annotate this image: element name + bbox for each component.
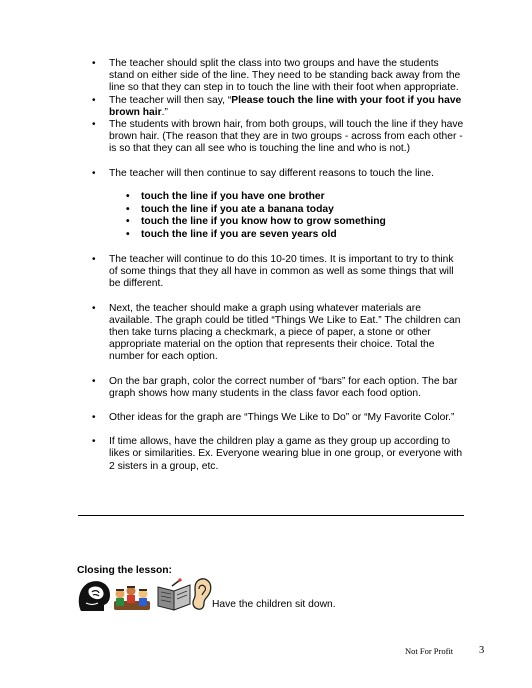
closing-icons xyxy=(76,577,212,613)
example-item: • touch the line if you ate a banana today xyxy=(126,204,464,217)
closing-instruction: Have the children sit down. xyxy=(212,599,336,610)
list-item: • If time allows, have the children play a game as they group up according to likes or similarities. Ex. Everyone wearing blue in one group, or everyone with 2 sisters in a group, etc. xyxy=(92,436,464,473)
examples-container xyxy=(92,191,464,242)
section-divider xyxy=(78,515,464,516)
example-item: • touch the line if you know how to grow something xyxy=(126,216,464,229)
example-item: • touch the line if you are seven years old xyxy=(126,229,464,242)
list-item: • The teacher will continue to do this 10-20 times. It is important to try to think of some things that they all have in common as well as some things that will be different. xyxy=(92,254,464,291)
open-book-icon xyxy=(158,578,190,610)
list-item: • The students with brown hair, from both groups, will touch the line if they have brown hair. (The reason that they are in two groups - across from each other - is so that they can all see who is touching the line and who is not.) xyxy=(92,119,464,156)
examples-list xyxy=(92,191,464,242)
list-item: • Other ideas for the graph are “Things We Like to Do” or “My Favorite Color.” xyxy=(92,412,464,424)
list-item: • On the bar graph, color the correct number of “bars” for each option. The bar graph shows how many students in the class favor each food option. xyxy=(92,376,464,400)
list-item: • The teacher should split the class into two groups and have the students stand on either side of the line. They need to be standing back away from the line so that they can step in to touch the line with their foot when appropriate. xyxy=(92,58,464,95)
list-item: • Next, the teacher should make a graph using whatever materials are available. The graph could be titled “Things We Like to Eat.” The children can then take turns placing a checkmark, a piece of paper, a stone or other appropriate material on the option that represents their choice. Total the number for each option. xyxy=(92,303,464,364)
closing-heading: Closing the lesson: xyxy=(77,565,172,576)
item-text-bold: Please touch the line with your foot if you have brown hair xyxy=(109,94,462,118)
lesson-steps-list xyxy=(92,58,464,473)
example-item: • touch the line if you have one brother xyxy=(126,191,464,204)
page-number: 3 xyxy=(479,645,485,656)
thinking-head-icon xyxy=(79,581,110,611)
children-group-icon xyxy=(114,587,150,611)
footer-note: Not For Profit xyxy=(405,646,454,656)
list-item xyxy=(92,95,464,119)
list-item: • The teacher will then continue to say different reasons to touch the line. xyxy=(92,168,464,180)
item-text: The teacher will then say, “ xyxy=(109,94,232,106)
ear-icon xyxy=(193,579,211,609)
item-text: .” xyxy=(161,106,168,118)
